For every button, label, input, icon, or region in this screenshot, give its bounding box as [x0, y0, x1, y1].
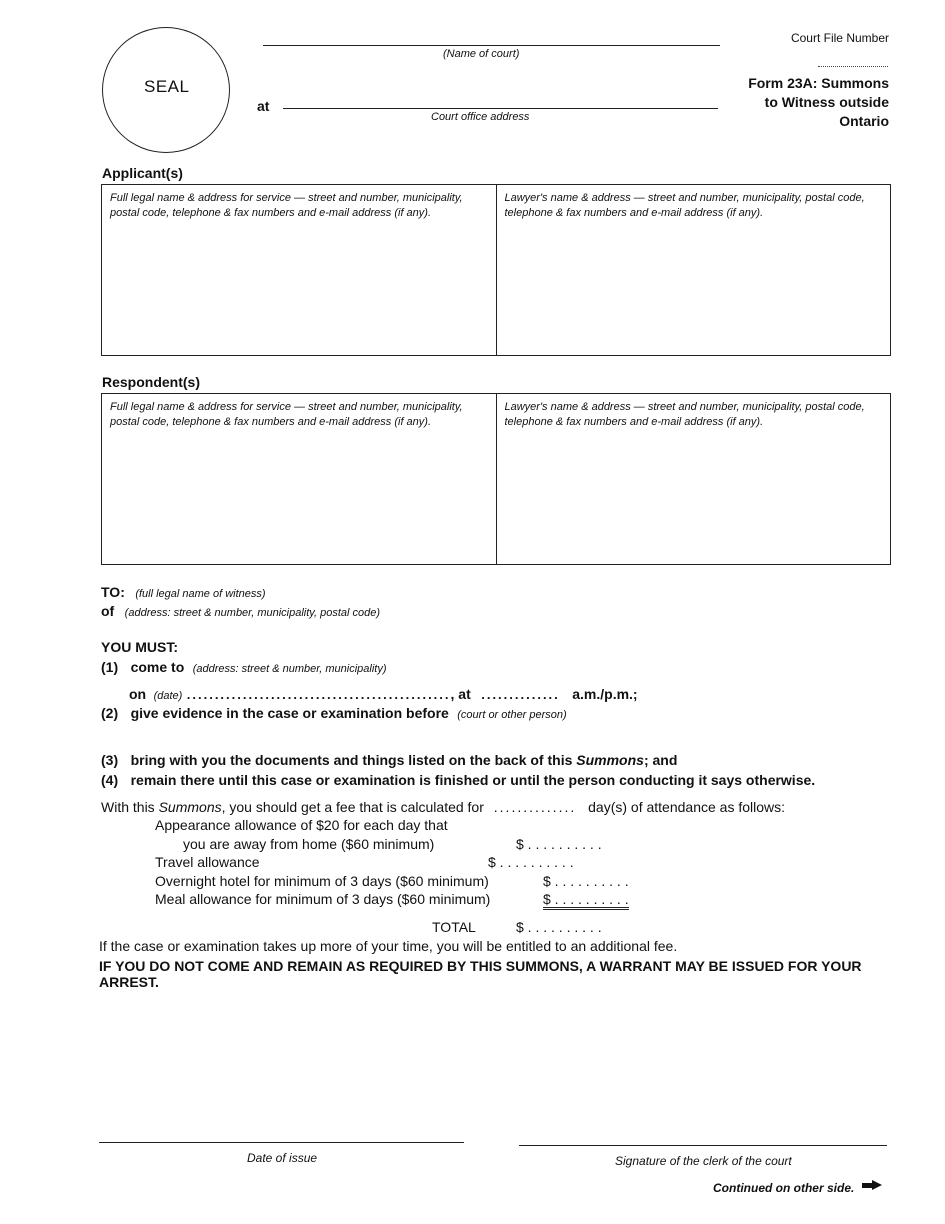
- item2-number: (2): [101, 705, 119, 721]
- clerk-signature-line[interactable]: [519, 1145, 887, 1146]
- at-label: at: [257, 98, 270, 114]
- item3-text-b: Summons: [576, 752, 644, 768]
- hotel-label: Overnight hotel for minimum of 3 days ($60 minimum): [155, 873, 489, 889]
- travel-label: Travel allowance: [155, 854, 260, 870]
- fee-intro-b: Summons: [158, 799, 222, 815]
- seal-label: SEAL: [144, 77, 190, 96]
- item3-text-a: bring with you the documents and things listed on the back of this: [130, 752, 577, 768]
- item2-caption: (court or other person): [457, 709, 567, 721]
- arrow-right-icon: [862, 1180, 882, 1190]
- form-title: [748, 74, 889, 131]
- to-row[interactable]: [101, 584, 266, 602]
- total-label: TOTAL: [432, 919, 476, 935]
- continued-note: Continued on other side.: [713, 1181, 855, 1195]
- court-address-line[interactable]: [283, 108, 718, 109]
- respondent-address-caption: Full legal name & address for service — street and number, municipality, postal code, telephone & fax numbers and e-mail address (if any).: [110, 401, 463, 428]
- meal-amount[interactable]: $ . . . . . . . . . .: [543, 891, 629, 910]
- respondent-address-field[interactable]: [102, 394, 496, 564]
- item1-text: come to: [130, 659, 185, 675]
- fee-intro-a: With this: [101, 799, 159, 815]
- hotel-amount[interactable]: $ . . . . . . . . . .: [543, 873, 629, 889]
- to-caption: (full legal name of witness): [135, 588, 266, 600]
- on-label: on: [129, 686, 147, 702]
- of-label: of: [101, 603, 115, 619]
- form-title-line2: to Witness outside: [764, 94, 889, 110]
- clerk-signature-caption: Signature of the clerk of the court: [615, 1154, 792, 1168]
- of-caption: (address: street & number, municipality, postal code): [124, 607, 381, 619]
- court-address-caption: Court office address: [431, 111, 530, 123]
- court-file-number-field[interactable]: [818, 66, 888, 67]
- total-amount[interactable]: $ . . . . . . . . . .: [516, 919, 602, 935]
- applicant-lawyer-field[interactable]: [496, 185, 891, 355]
- item2-row[interactable]: [101, 705, 567, 723]
- of-row[interactable]: [101, 603, 380, 621]
- additional-fee-note: If the case or examination takes up more of your time, you will be entitled to an additional fee.: [99, 938, 678, 954]
- applicant-address-caption: Full legal name & address for service — street and number, municipality, postal code, telephone & fax numbers and e-mail address (if any).: [110, 192, 463, 219]
- respondents-box: [101, 393, 891, 565]
- item4-text: remain there until this case or examination is finished or until the person conducting it says otherwise.: [130, 772, 816, 788]
- item1-caption: (address: street & number, municipality): [192, 663, 387, 675]
- form-title-line3: Ontario: [839, 113, 889, 129]
- ampm-label: a.m./p.m.;: [572, 686, 638, 702]
- you-must-heading: YOU MUST:: [101, 639, 178, 655]
- date-of-issue-caption: Date of issue: [247, 1151, 318, 1165]
- fee-intro-d: day(s) of attendance as follows:: [588, 799, 786, 815]
- to-label: TO:: [101, 584, 125, 600]
- date-of-issue-line[interactable]: [99, 1142, 464, 1143]
- warrant-warning: IF YOU DO NOT COME AND REMAIN AS REQUIRED BY THIS SUMMONS, A WARRANT MAY BE ISSUED FOR YOUR ARREST.: [99, 958, 862, 990]
- time-field[interactable]: ..............: [481, 687, 560, 702]
- date-time-row: [129, 686, 638, 704]
- item2-text: give evidence in the case or examination before: [130, 705, 449, 721]
- court-name-caption: (Name of court): [443, 48, 520, 60]
- travel-amount[interactable]: $ . . . . . . . . . .: [488, 854, 574, 870]
- item1-row[interactable]: [101, 659, 387, 677]
- applicants-heading: Applicant(s): [102, 165, 183, 181]
- item4-number: (4): [101, 772, 119, 788]
- item4-row: [101, 772, 815, 790]
- respondent-lawyer-field[interactable]: [496, 394, 891, 564]
- meal-label: Meal allowance for minimum of 3 days ($60 minimum): [155, 891, 491, 907]
- item3-number: (3): [101, 752, 119, 768]
- respondents-heading: Respondent(s): [102, 374, 200, 390]
- date-field[interactable]: ...............................................: [186, 687, 451, 702]
- court-file-number-label: Court File Number: [790, 31, 889, 45]
- days-field[interactable]: ..............: [493, 799, 577, 815]
- item3-text-c: ; and: [643, 752, 678, 768]
- applicant-address-field[interactable]: [102, 185, 496, 355]
- respondent-lawyer-caption: Lawyer's name & address — street and number, municipality, postal code, telephone & fax numbers and e-mail address (if any).: [504, 401, 865, 428]
- applicants-box: [101, 184, 891, 356]
- court-name-line[interactable]: [263, 45, 720, 46]
- applicant-lawyer-caption: Lawyer's name & address — street and number, municipality, postal code, telephone & fax numbers and e-mail address (if any).: [504, 192, 865, 219]
- date-caption: (date): [153, 690, 183, 702]
- at-time-label: , at: [450, 686, 471, 702]
- appearance-amount[interactable]: $ . . . . . . . . . .: [516, 836, 602, 852]
- item3-row: [101, 752, 677, 770]
- fee-intro: [101, 799, 785, 815]
- form-title-line1: Form 23A: Summons: [748, 75, 889, 91]
- item1-number: (1): [101, 659, 119, 675]
- appearance-line2: you are away from home ($60 minimum): [183, 836, 435, 852]
- appearance-line1: Appearance allowance of $20 for each day that: [155, 817, 448, 833]
- fee-intro-c: , you should get a fee that is calculated for: [221, 799, 484, 815]
